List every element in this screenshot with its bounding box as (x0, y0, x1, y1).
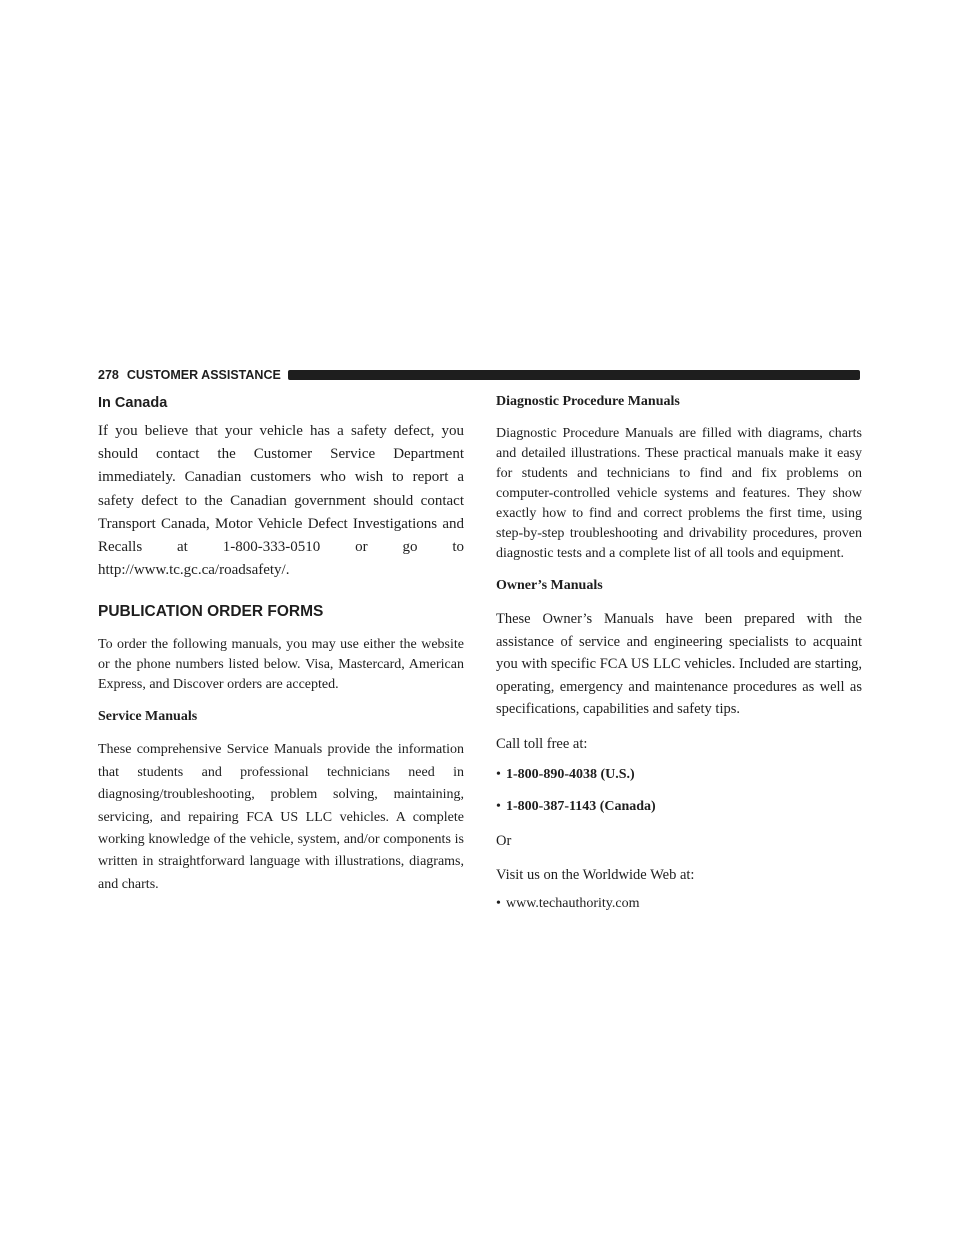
list-item (496, 893, 862, 915)
right-column (496, 390, 862, 915)
bullet-icon: • (496, 798, 501, 814)
phone-us: 1-800-890-4038 (U.S.) (506, 766, 635, 782)
phone-list (496, 764, 862, 818)
diagnostic-manuals-heading: Diagnostic Procedure Manuals (496, 394, 680, 409)
call-label: Call toll free at: (496, 735, 588, 752)
service-manuals-heading: Service Manuals (98, 709, 198, 725)
publication-paragraph: To order the following manuals, you may use either the website or the phone numbers listed below. Visa, Mastercard, American Express, and Discover orders are accepted. (98, 637, 464, 693)
list-item (496, 764, 862, 786)
page-header (98, 364, 860, 386)
canada-paragraph: If you believe that your vehicle has a safety defect, you should contact the Customer Service Department immediately. Canadian customers who wish to report a safety defect to the Canadian government should contact Transport Canada, Motor Vehicle Defect Investigations and Recalls at 1-800-333-0510 or go to http://www.tc.gc.ca/roadsafety/. (98, 423, 464, 579)
publication-heading: PUBLICATION ORDER FORMS (98, 603, 324, 621)
owners-manuals-heading: Owner’s Manuals (496, 578, 603, 593)
or-label: Or (496, 832, 512, 849)
left-column (98, 390, 464, 896)
website-link[interactable]: www.techauthority.com (506, 895, 640, 911)
canada-heading: In Canada (98, 395, 168, 411)
section-title: CUSTOMER ASSISTANCE (126, 368, 281, 382)
page-number: 278 (98, 368, 119, 382)
bullet-icon: • (496, 766, 501, 782)
diagnostic-manuals-paragraph: Diagnostic Procedure Manuals are filled with diagrams, charts and detailed illustrations. These practical manuals make it easy for students and technicians to find and fix problems on computer-controlled vehicle systems and features. They show exactly how to find and correct problems the first time, using step-by-step troubleshooting and drivability procedures, proven diagnostic tests and a complete list of all tools and equipment. (496, 426, 862, 561)
header-rule (288, 370, 860, 380)
bullet-icon: • (496, 895, 501, 911)
website-list (496, 893, 862, 915)
service-manuals-paragraph: These comprehensive Service Manuals provide the information that students and professional technicians need in diagnosing/troubleshooting, problem solving, maintaining, servicing, and repairing FCA US LLC vehicles. A complete working knowledge of the vehicle, system, and/or components is written in straightforward language with illustrations, diagrams, and charts. (98, 742, 464, 892)
phone-canada: 1-800-387-1143 (Canada) (506, 798, 656, 814)
visit-label: Visit us on the Worldwide Web at: (496, 867, 695, 884)
list-item (496, 796, 862, 818)
owners-manuals-paragraph: These Owner’s Manuals have been prepared with the assistance of service and engineering specialists to acquaint you with specific FCA US LLC vehicles. Included are starting, operating, emergency and maintenance procedures as well as specifications, capabilities and safety tips. (496, 611, 862, 718)
